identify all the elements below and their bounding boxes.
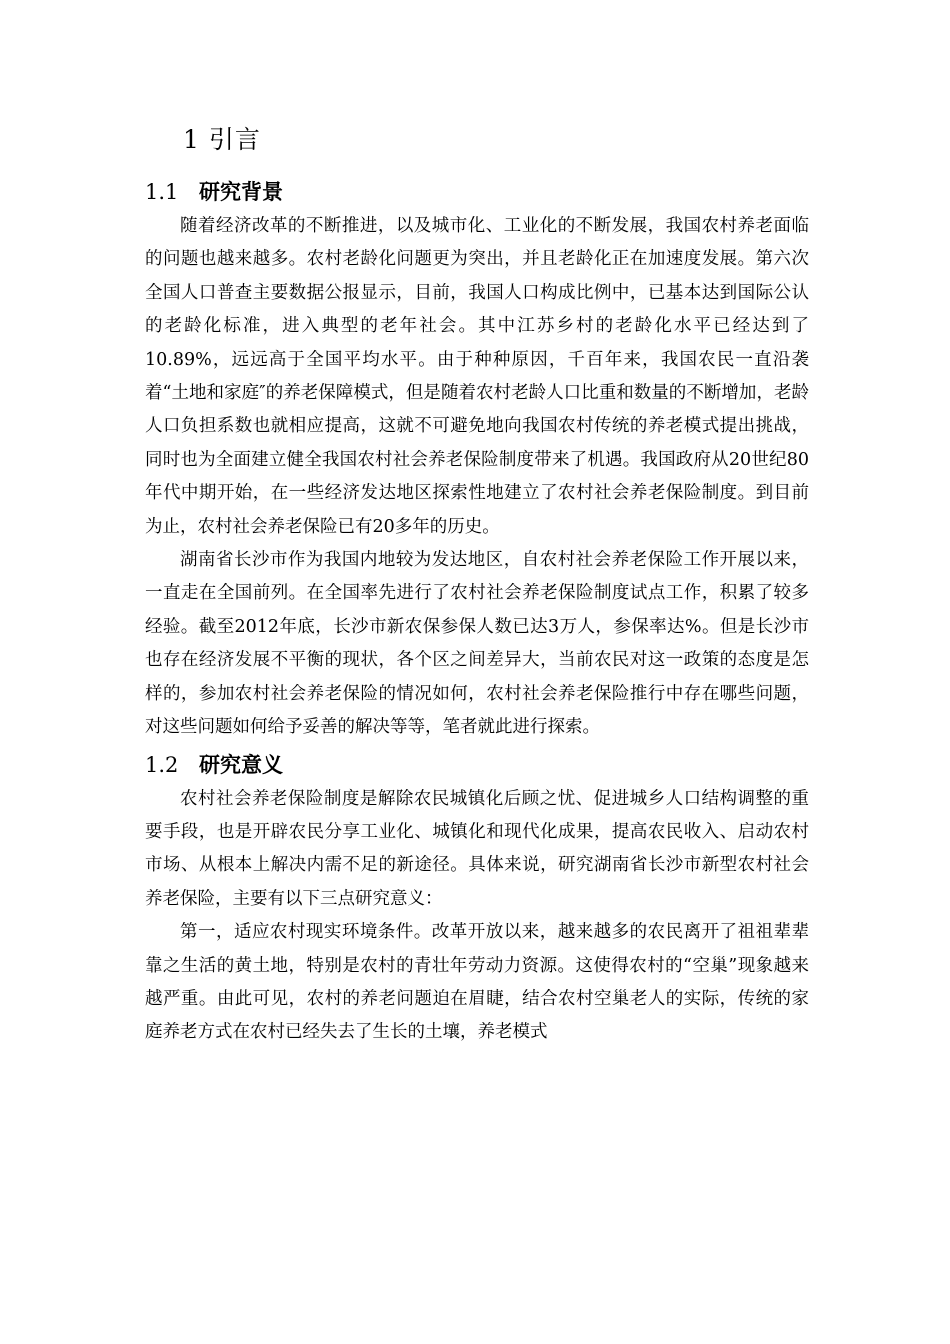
paragraph: 第一，适应农村现实环境条件。改革开放以来，越来越多的农民离开了祖祖辈辈靠之生活的黄土地，特别是农村的青壮年劳动力资源。这使得农村的“空巢”现象越来越严重。由此可见，农村的养老问题迫在眉睫，结合农村空巢老人的实际，传统的家庭养老方式在农村已经失去了生长的土壤，养老模式 <box>145 922 809 1043</box>
section-title: 研究意义 <box>199 751 283 777</box>
section-research-significance <box>145 747 809 1050</box>
section-heading <box>145 174 809 210</box>
document-page <box>145 118 809 1050</box>
section-number: 1.2 <box>145 752 179 777</box>
paragraph: 湖南省长沙市作为我国内地较为发达地区，自农村社会养老保险工作开展以来，一直走在全国前列。在全国率先进行了农村社会养老保险制度试点工作，积累了较多经验。截至2012年底，长沙市新农保参保人数已达3万人，参保率达%。但是长沙市也存在经济发展不平衡的现状，各个区之间差异大，当前农民对这一政策的态度是怎样的，参加农村社会养老保险的情况如何，农村社会养老保险推行中存在哪些问题，对这些问题如何给予妥善的解决等等，笔者就此进行探索。 <box>145 550 809 738</box>
section-heading <box>145 747 809 783</box>
section-title: 研究背景 <box>199 179 283 204</box>
chapter-title: 1 引言 <box>183 125 261 154</box>
section-research-background <box>145 174 809 745</box>
section-number: 1.1 <box>145 180 179 204</box>
paragraph: 随着经济改革的不断推进，以及城市化、工业化的不断发展，我国农村养老面临的问题也越来越多。农村老龄化问题更为突出，并且老龄化正在加速度发展。第六次全国人口普查主要数据公报显示，目前，我国人口构成比例中，已基本达到国际公认的老龄化标准，进入典型的老年社会。其中江苏乡村的老龄化水平已经达到了10.89%，远远高于全国平均水平。由于种种原因，千百年来，我国农民一直沿袭着“土地和家庭″的养老保障模式，但是随着农村老龄人口比重和数量的不断增加，老龄人口负担系数也就相应提高，这就不可避免地向我国农村传统的养老模式提出挑战，同时也为全面建立健全我国农村社会养老保险制度带来了机遇。我国政府从20世纪80年代中期开始，在一些经济发达地区探索性地建立了农村社会养老保险制度。到目前为止，农村社会养老保险已有20多年的历史。 <box>145 216 809 537</box>
paragraph: 农村社会养老保险制度是解除农民城镇化后顾之忧、促进城乡人口结构调整的重要手段，也是开辟农民分享工业化、城镇化和现代化成果，提高农民收入、启动农村市场、从根本上解决内需不足的新途径。具体来说，研究湖南省长沙市新型农村社会养老保险，主要有以下三点研究意义： <box>145 788 809 909</box>
